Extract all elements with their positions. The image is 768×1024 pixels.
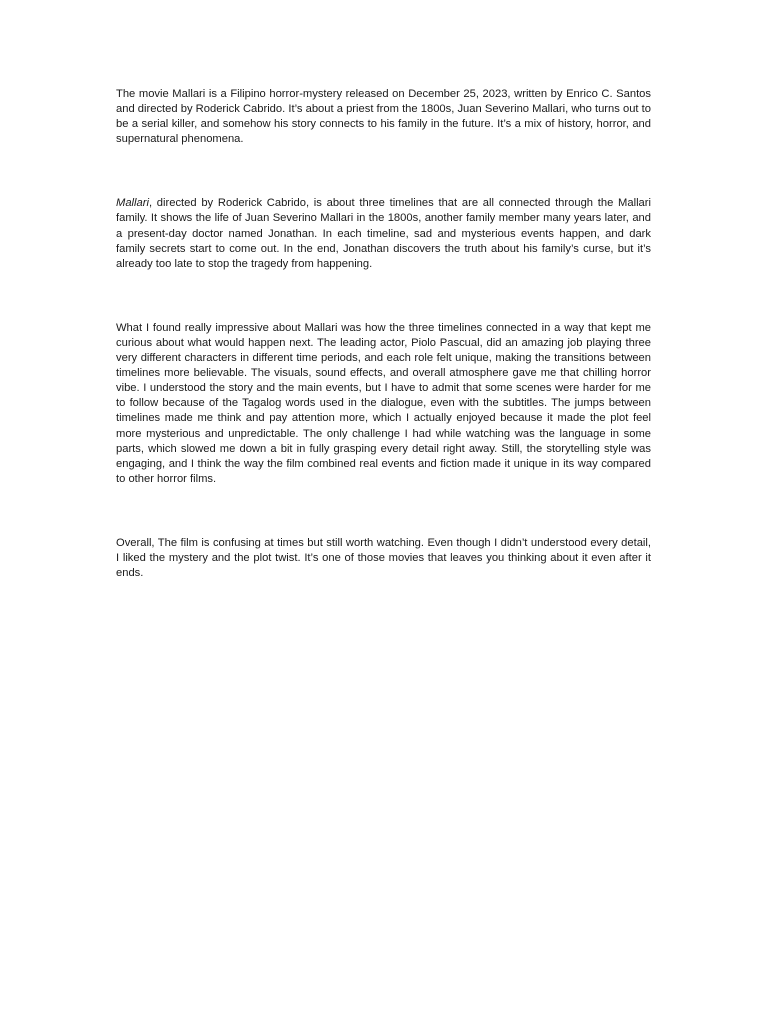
paragraph-review: What I found really impressive about Mallari was how the three timelines connected in a way that kept me curious about what would happen next. The leading actor, Piolo Pascual, did an amazing job playing three very different characters in different time periods, and each role felt unique, making the transitions between timelines more believable. The visuals, sound effects, and overall atmosphere gave me that chilling horror vibe. I understood the story and the main events, but I have to admit that some scenes were harder for me to follow because of the Tagalog words used in the dialogue, even with the subtitles. The jumps between timelines made me think and pay attention more, which I actually enjoyed because it made the plot feel more mysterious and unpredictable. The only challenge I had while watching was the language in some parts, which slowed me down a bit in fully grasping every detail right away. Still, the storytelling style was engaging, and I think the way the film combined real events and fiction made it unique in its way compared to other horror films. [116,321,651,485]
paragraph-plot-text: , directed by Roderick Cabrido, is about three timelines that are all connected through the Mallari family. It shows the life of Juan Severino Mallari in the 1800s, another family member many years later, and a present-day doctor named Jonathan. In each timeline, sad and mysterious events happen, and dark family secrets start to come out. In the end, Jonathan discovers the truth about his family’s curse, but it’s already too late to stop the tragedy from happening. [116,197,651,270]
movie-title-italic: Mallari [116,197,149,210]
paragraph-plot [116,196,651,271]
paragraph-summary: The movie Mallari is a Filipino horror-mystery released on December 25, 2023, written by Enrico C. Santos and directed by Roderick Cabrido. It’s about a priest from the 1800s, Juan Severino Mallari, who turns out to be a serial killer, and somehow his story connects to his family in the future. It’s a mix of history, horror, and supernatural phenomena. [116,88,651,146]
document-page [116,87,651,581]
paragraph-conclusion: Overall, The film is confusing at times but still worth watching. Even though I didn’t understood every detail, I liked the mystery and the plot twist. It’s one of those movies that leaves you thinking about it even after it ends. [116,536,651,580]
